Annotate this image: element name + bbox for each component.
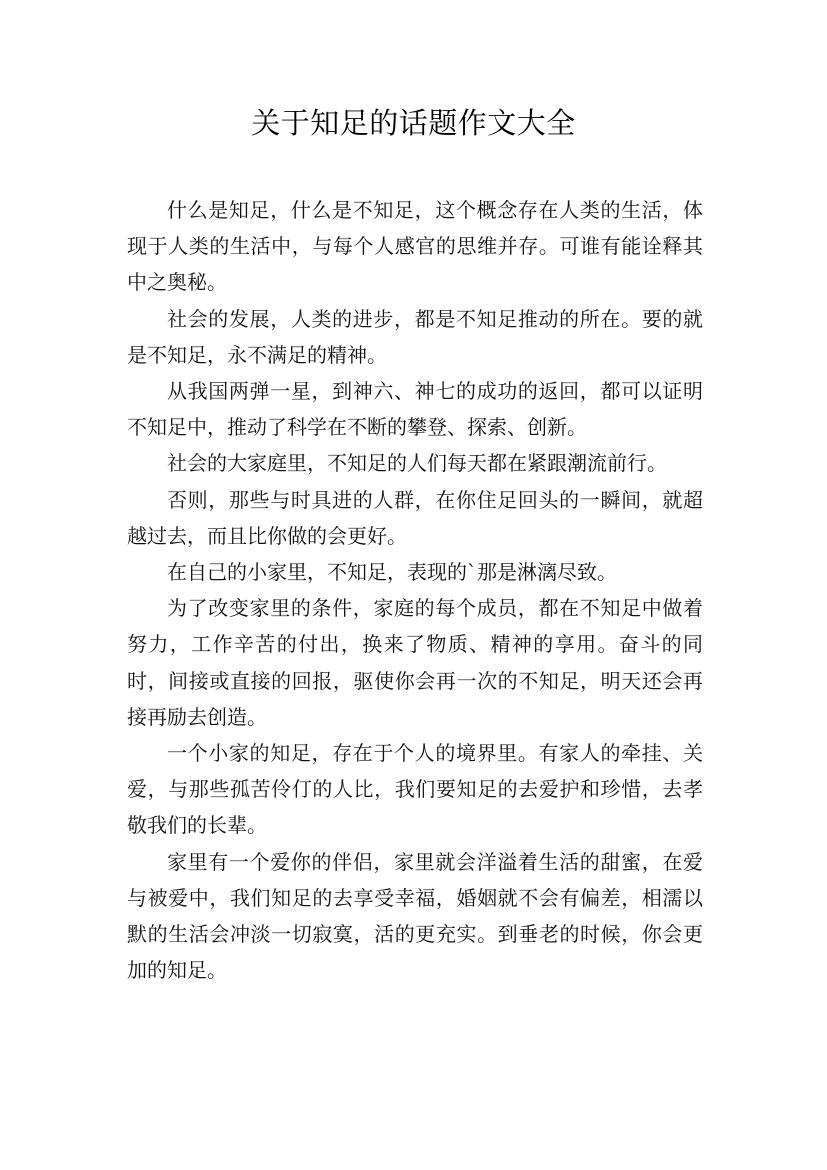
paragraph: 社会的大家庭里，不知足的人们每天都在紧跟潮流前行。 (167, 451, 667, 476)
paragraph: 家里有一个爱你的伴侣，家里就会洋溢着生活的甜蜜，在爱与被爱中，我们知足的去享受幸福，婚姻就不会有偏差，相濡以默的生活会冲淡一切寂寞，活的更充实。到垂老的时候，你会更加的知足。 (127, 849, 703, 983)
document-title: 关于知足的话题作文大全 (251, 106, 576, 140)
paragraph: 从我国两弹一星，到神六、神七的成功的返回，都可以证明不知足中，推动了科学在不断的攀登、探索、创新。 (127, 379, 703, 440)
paragraph: 否则，那些与时具进的人群，在你住足回头的一瞬间，就超越过去，而且比你做的会更好。 (127, 487, 703, 548)
paragraph: 什么是知足，什么是不知足，这个概念存在人类的生活，体现于人类的生活中，与每个人感官的思维并存。可谁有能诠释其中之奥秘。 (127, 198, 703, 295)
paragraph: 社会的发展，人类的进步，都是不知足推动的所在。要的就是不知足，永不满足的精神。 (127, 306, 703, 367)
paragraph: 在自己的小家里，不知足，表现的`那是淋漓尽致。 (167, 560, 617, 585)
document-body (127, 192, 703, 988)
paragraph: 一个小家的知足，存在于个人的境界里。有家人的牵挂、关爱，与那些孤苦伶仃的人比，我们要知足的去爱护和珍惜，去孝敬我们的长辈。 (127, 741, 703, 838)
paragraph: 为了改变家里的条件，家庭的每个成员，都在不知足中做着努力，工作辛苦的付出，换来了物质、精神的享用。奋斗的同时，间接或直接的回报，驱使你会再一次的不知足，明天还会再接再励去创造。 (127, 596, 703, 729)
